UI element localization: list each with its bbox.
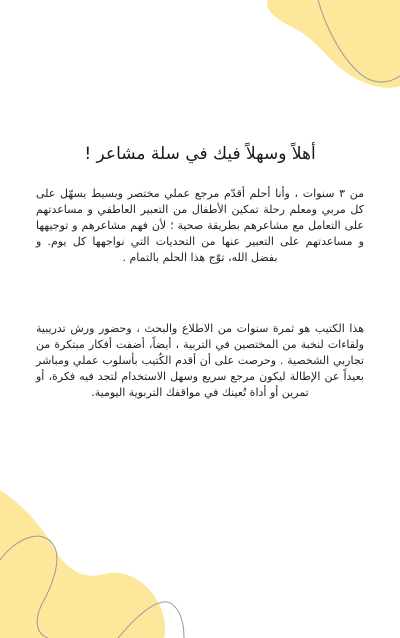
intro-paragraph: من ٣ سنوات ، وأنا أحلم أقدّم مرجع عملي مختصر وبسيط يسهّل على كل مربي ومعلم رحلة تمكين الأطفال من التعبير العاطفي و مساعدتهم على التعامل مع مشاعرهم بطريقة صحية ؛ لأن فهم مشاعرهم و توجيهها و مساعدتهم على التعبير عنها من التحديات التي نواجهها كل يوم. و بفضل الله، توّج هذا الحلم بالتمام . [36,187,365,264]
page-title: أهلاً وسهلاً فيك في سلة مشاعر ! [84,144,316,164]
booklet-paragraph: هذا الكتيب هو ثمرة سنوات من الاطلاع والبحث ، وحضور ورش تدريبية ولقاءات لنخبة من المختصين في التربية ، أيضاً، أضفت أفكار مبتكرة من تجاربي الشخصية . وحرصت على أن أقدم الكُتيب بأسلوب عملي ومباشر بعيداً عن الإطالة ليكون مرجع سريع وسهل الاستخدام لتجد فيه فكرة، أو تمرين أو أداة تُعينك في مواقفك التربوية اليومية. [36,322,364,399]
